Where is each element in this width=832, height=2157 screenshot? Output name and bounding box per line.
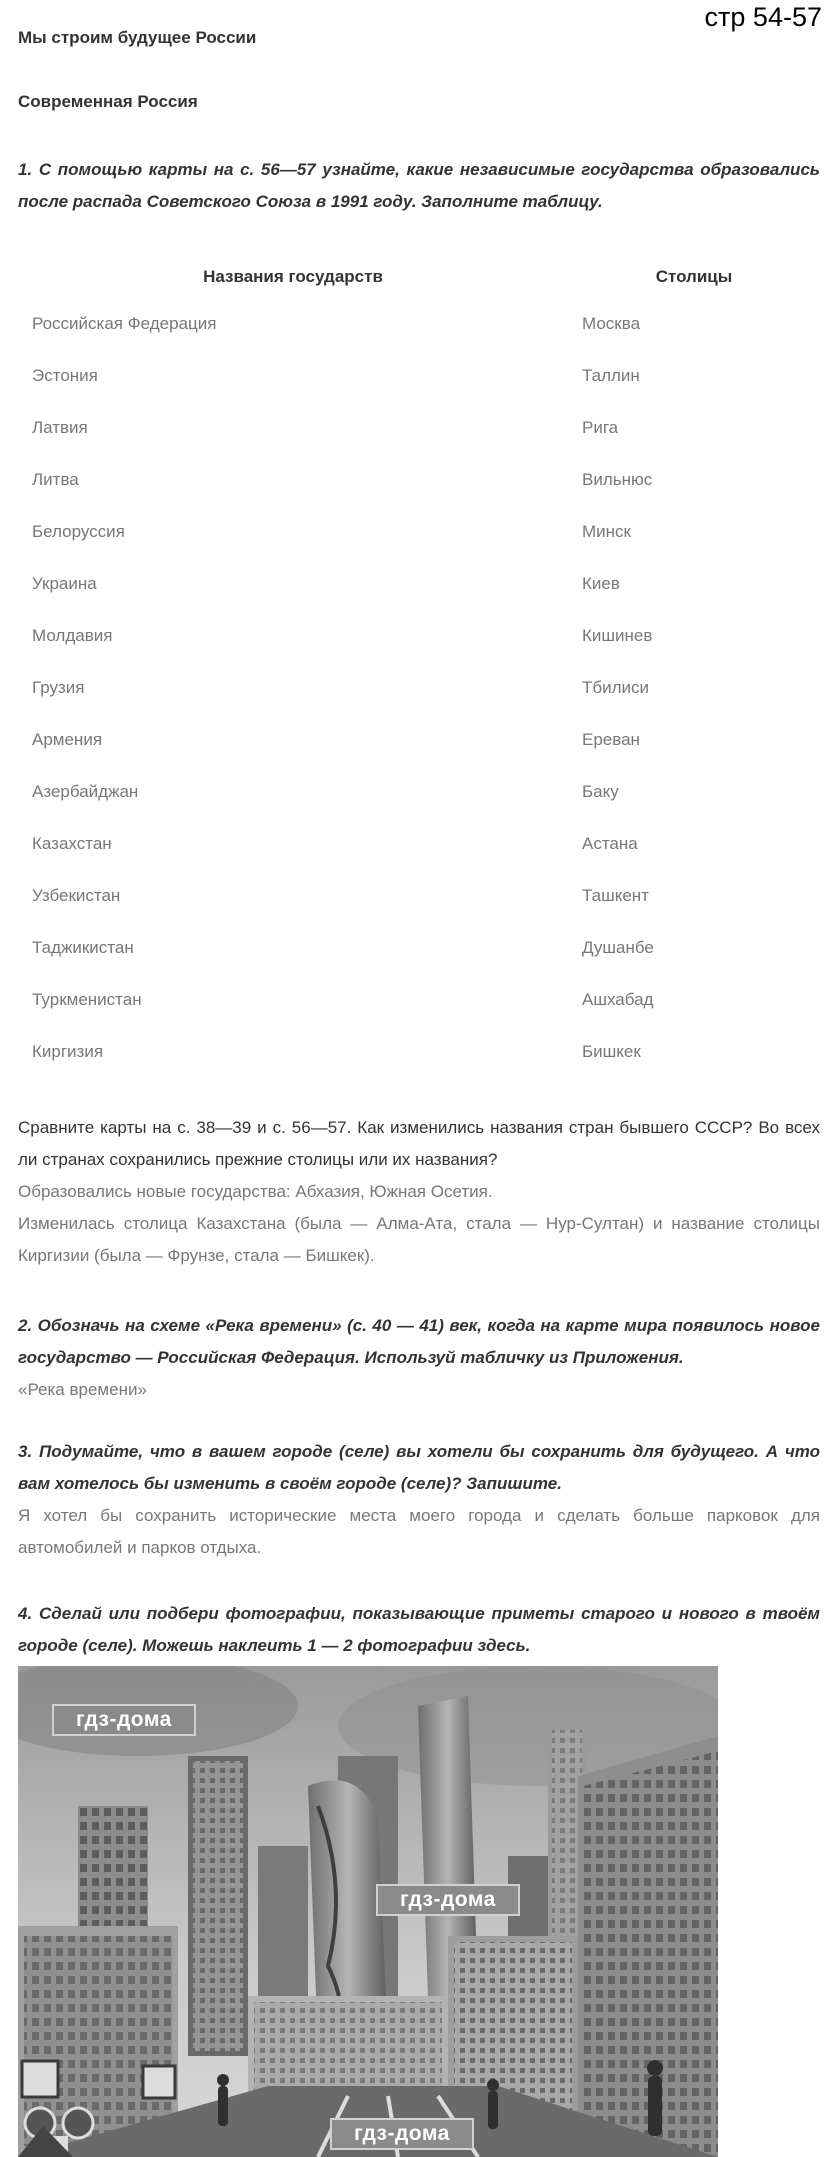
capital-cell: Тбилиси (582, 678, 650, 697)
capital-cell: Вильнюс (582, 470, 653, 489)
task-2-text: 2. Обозначь на схеме «Река времени» (с. 40 — 41) век, когда на карте мира появилось новое государство — Российская Федерация. Используй табличку из Приложения. (18, 1316, 820, 1367)
capital-cell: Ереван (582, 730, 640, 749)
state-name-cell: Украина (32, 574, 97, 593)
state-name-cell: Грузия (32, 678, 85, 697)
compare-section (18, 1112, 820, 1272)
task-2-answer: «Река времени» (18, 1380, 147, 1399)
task-3-section (18, 1436, 820, 1564)
city-skyline-illustration (18, 1666, 718, 2157)
task-4-text: 4. Сделай или подбери фотографии, показывающие приметы старого и нового в твоём городе (селе). Можешь наклеить 1 — 2 фотографии здесь. (18, 1604, 820, 1655)
state-name-cell: Латвия (32, 418, 88, 437)
capital-cell: Баку (582, 782, 619, 801)
state-name-cell: Туркменистан (32, 990, 142, 1009)
capital-cell: Таллин (582, 366, 640, 385)
capital-cell: Минск (582, 522, 631, 541)
state-name-cell: Киргизия (32, 1042, 104, 1061)
capital-cell: Кишинев (582, 626, 653, 645)
task-3-text: 3. Подумайте, что в вашем городе (селе) вы хотели бы сохранить для будущего. А что вам хотелось бы изменить в своём городе (селе)? Запишите. (18, 1442, 820, 1493)
table-row (18, 1026, 820, 1078)
column-header-states: Названия государств (203, 267, 383, 286)
table-row (18, 870, 820, 922)
table-row (18, 506, 820, 558)
table-row (18, 610, 820, 662)
table-header-row (18, 256, 820, 298)
capital-cell: Москва (582, 314, 641, 333)
capital-cell: Астана (582, 834, 638, 853)
watermark-bottom: гдз-дома (330, 2118, 474, 2150)
compare-answer-2: Изменилась столица Казахстана (была — Алма-Ата, стала — Нур-Султан) и название столицы Киргизии (была — Фрунзе, стала — Бишкек). (18, 1214, 820, 1265)
table-row (18, 558, 820, 610)
state-name-cell: Казахстан (32, 834, 112, 853)
page-title: Мы строим будущее России (18, 28, 257, 47)
table-row (18, 662, 820, 714)
capital-cell: Бишкек (582, 1042, 641, 1061)
compare-answer-1: Образовались новые государства: Абхазия, Южная Осетия. (18, 1182, 493, 1201)
task-3-answer: Я хотел бы сохранить исторические места моего города и сделать больше парковок для автомобилей и парков отдыха. (18, 1506, 820, 1557)
state-name-cell: Белоруссия (32, 522, 125, 541)
task-1-text: 1. С помощью карты на с. 56—57 узнайте, какие независимые государства образовались после распада Советского Союза в 1991 году. Заполните таблицу. (18, 160, 820, 211)
state-name-cell: Литва (32, 470, 79, 489)
state-name-cell: Эстония (32, 366, 98, 385)
table-row (18, 922, 820, 974)
state-name-cell: Азербайджан (32, 782, 139, 801)
section-title: Современная Россия (18, 92, 198, 111)
compare-question: Сравните карты на с. 38—39 и с. 56—57. Как изменились названия стран бывшего СССР? Во всех ли странах сохранились прежние столицы или их названия? (18, 1118, 820, 1169)
table-row (18, 454, 820, 506)
table-row (18, 818, 820, 870)
state-name-cell: Таджикистан (32, 938, 134, 957)
task-2-section (18, 1310, 820, 1406)
watermark-middle: гдз-дома (376, 1884, 520, 1916)
capital-cell: Ашхабад (582, 990, 654, 1009)
capital-cell: Киев (582, 574, 620, 593)
capital-cell: Рига (582, 418, 619, 437)
table-row (18, 402, 820, 454)
watermark-top: гдз-дома (52, 1704, 196, 1736)
table-row (18, 350, 820, 402)
state-name-cell: Российская Федерация (32, 314, 217, 333)
table-body (18, 298, 820, 1078)
state-name-cell: Узбекистан (32, 886, 121, 905)
table-row (18, 714, 820, 766)
states-table (18, 256, 820, 1078)
capital-cell: Душанбе (582, 938, 654, 957)
table-row (18, 298, 820, 350)
table-row (18, 766, 820, 818)
page-number: стр 54-57 (704, 2, 822, 32)
state-name-cell: Молдавия (32, 626, 113, 645)
state-name-cell: Армения (32, 730, 103, 749)
table-row (18, 974, 820, 1026)
city-photo (18, 1666, 718, 2157)
capital-cell: Ташкент (582, 886, 649, 905)
column-header-capitals: Столицы (655, 267, 733, 286)
